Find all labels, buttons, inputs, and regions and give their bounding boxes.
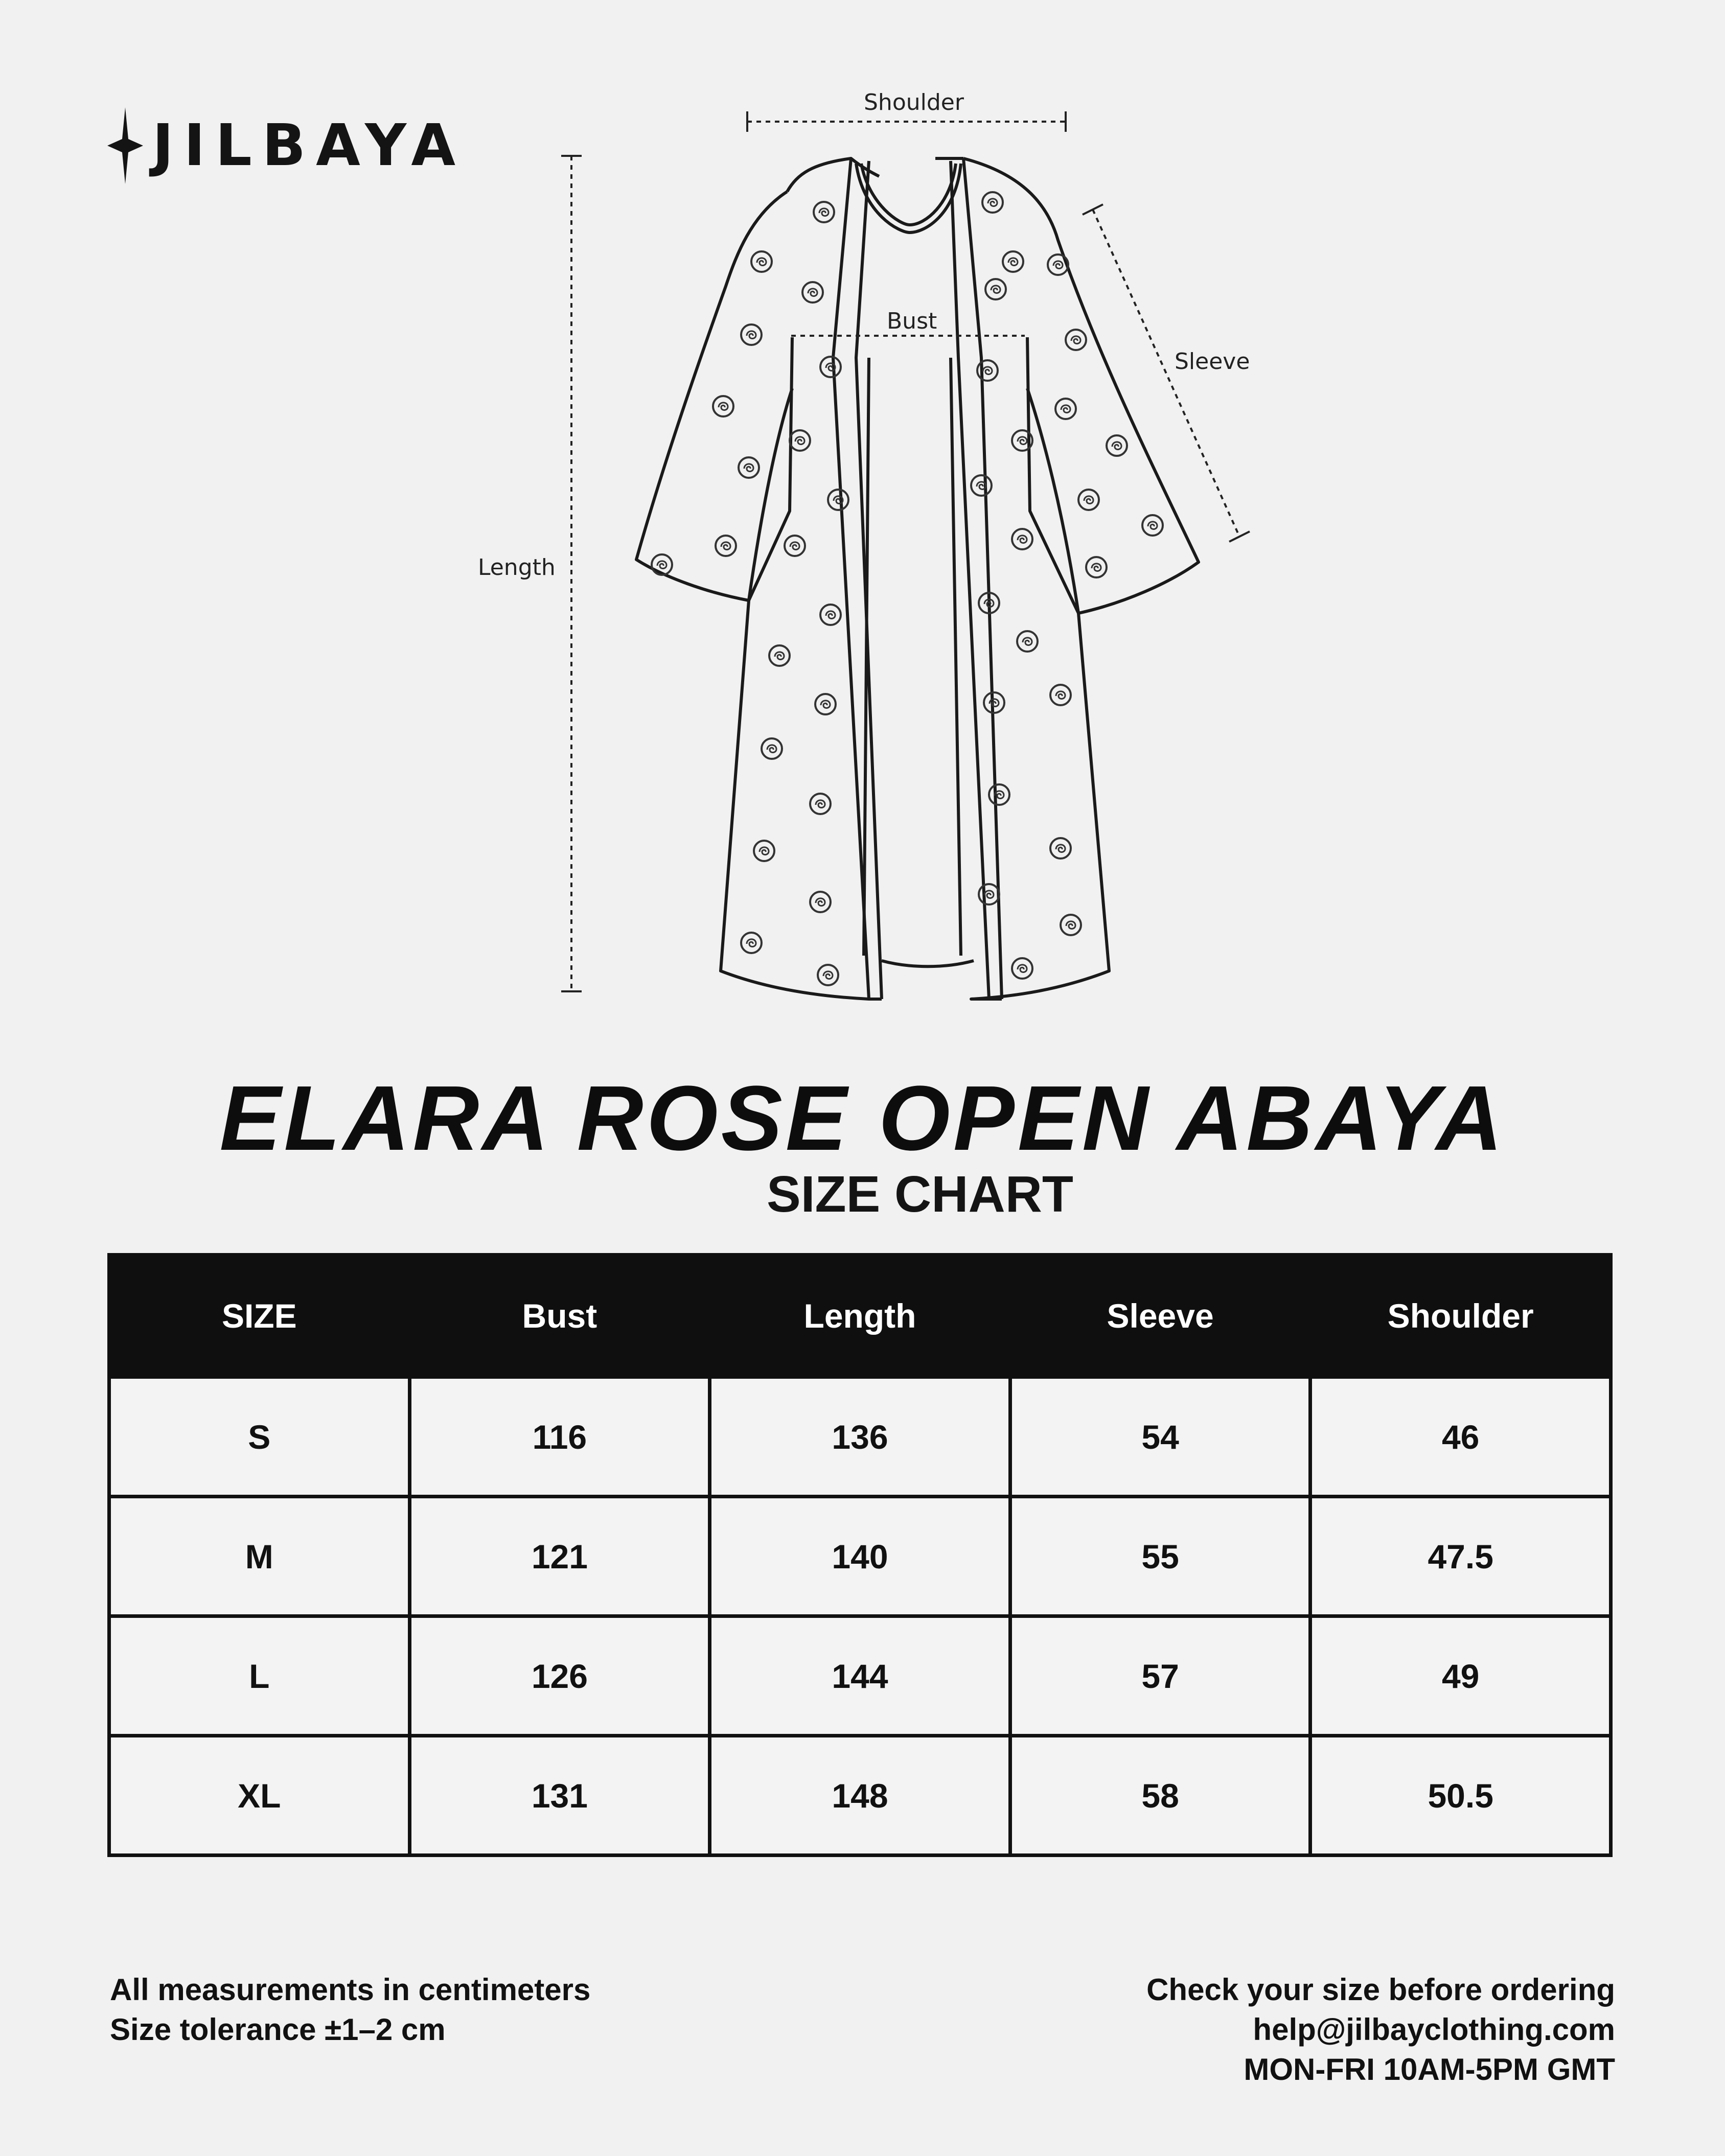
garment-outline (636, 158, 1199, 999)
header-size: SIZE (109, 1255, 410, 1377)
size-cell: S (109, 1377, 410, 1497)
size-cell: M (109, 1497, 410, 1616)
header-shoulder: Shoulder (1310, 1255, 1611, 1377)
table-header-row (109, 1255, 1611, 1377)
measurement-unit-note: All measurements in centimeters (110, 1973, 591, 2007)
table-row (109, 1497, 1611, 1616)
table-row (109, 1377, 1611, 1497)
length-label: Length (478, 554, 556, 581)
chart-subtitle: SIZE CHART (767, 1166, 1073, 1223)
shoulder-cell: 46 (1310, 1377, 1611, 1497)
sleeve-cell: 58 (1010, 1736, 1310, 1856)
shoulder-cell: 50.5 (1310, 1736, 1611, 1856)
support-hours: MON-FRI 10AM-5PM GMT (1244, 2052, 1615, 2087)
header-bust: Bust (409, 1255, 710, 1377)
footer-contact (1146, 1970, 1615, 2090)
size-cell: L (109, 1616, 410, 1736)
bust-cell: 131 (409, 1736, 710, 1856)
sleeve-cell: 55 (1010, 1497, 1310, 1616)
sleeve-label: Sleeve (1175, 349, 1250, 375)
footer-notes (110, 1970, 590, 2050)
shoulder-label: Shoulder (864, 89, 964, 115)
bust-cell: 121 (409, 1497, 710, 1616)
shoulder-cell: 49 (1310, 1616, 1611, 1736)
sleeve-cell: 57 (1010, 1616, 1310, 1736)
bust-cell: 126 (409, 1616, 710, 1736)
shoulder-cell: 47.5 (1310, 1497, 1611, 1616)
size-cell: XL (109, 1736, 410, 1856)
tolerance-note: Size tolerance ±1–2 cm (110, 2012, 446, 2047)
length-cell: 144 (710, 1616, 1010, 1736)
size-table (107, 1253, 1613, 1857)
bust-label: Bust (887, 308, 937, 334)
length-cell: 140 (710, 1497, 1010, 1616)
brand-name: JILBAYA (152, 112, 466, 179)
bust-cell: 116 (409, 1377, 710, 1497)
header-length: Length (710, 1255, 1010, 1377)
product-title: ELARA ROSE OPEN ABAYA (219, 1067, 1506, 1170)
length-cell: 148 (710, 1736, 1010, 1856)
header-sleeve: Sleeve (1010, 1255, 1310, 1377)
check-size-note: Check your size before ordering (1146, 1973, 1615, 2007)
sleeve-cell: 54 (1010, 1377, 1310, 1497)
measurement-lines (561, 111, 1250, 991)
abaya-diagram (0, 0, 1725, 1022)
length-cell: 136 (710, 1377, 1010, 1497)
support-email: help@jilbayclothing.com (1253, 2012, 1615, 2047)
table-row (109, 1736, 1611, 1856)
table-row (109, 1616, 1611, 1736)
